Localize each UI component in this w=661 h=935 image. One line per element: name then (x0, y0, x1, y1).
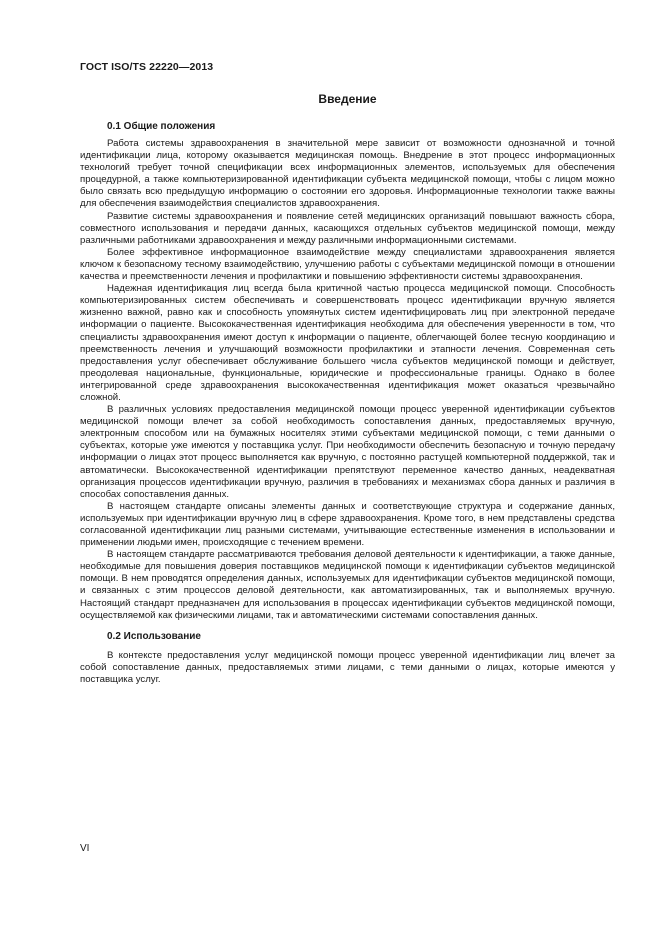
paragraph: В настоящем стандарте описаны элементы данных и соответствующие структура и содержание данных, используемых при идентификации вручную лиц в сфере здравоохранения. Кроме того, в нем представлены средства согласованной идентификации лиц разными системами, учитывающие естественные изменения в использовании и применении людьми имен, происходящие с течением времени. (80, 500, 615, 549)
section-heading-general: 0.1 Общие положения (107, 121, 216, 132)
section-heading-usage: 0.2 Использование (107, 630, 201, 642)
paragraph: Более эффективное информационное взаимодействие между специалистами здравоохранения является ключом к безопасному тесному взаимодействию, улучшению работы с субъектами медицинской помощи в отношении качества и преемственности лечения и профилактики и повышению эффективности системы здравоохранения. (80, 246, 615, 283)
document-header: ГОСТ ISO/TS 22220—2013 (80, 61, 214, 73)
page-title: Введение (318, 92, 377, 106)
page-number: VI (80, 843, 90, 854)
document-body (80, 120, 615, 686)
paragraph: Надежная идентификация лиц всегда была критичной частью процесса медицинской помощи. Способность компьютеризированных систем обеспечивать и совершенствовать процесс идентификации вручную является жизненно важной, равно как и способность упомянутых систем идентифицировать лиц при электронной передаче информации о пациенте. Высококачественная идентификация необходима для обеспечения уверенности в том, что специалисты здравоохранения имеют доступ к информации о пациенте, облегчающей более тесную координацию и преемственность лечения и улучшающий возможности профилактики и этапности лечения. Современная сеть предоставления услуг обеспечивает обслуживание большего числа субъектов медицинской помощи и действует, преодолевая национальные, функциональные, юридические и профессиональные границы. Однако в более интегрированной среде здравоохранения высококачественная идентификация может оказаться чрезвычайно сложной. (80, 283, 615, 403)
paragraph: В различных условиях предоставления медицинской помощи процесс уверенной идентификации субъектов медицинской помощи влечет за собой необходимость сопоставления данных, предоставляемых вручную, электронным способом или на бумажных носителях этими субъектами медицинской помощи, с теми данными о субъектах, которые уже имеются у поставщика услуг. При необходимости обеспечить безопасную и точную передачу информации о лицах этот процесс выполняется как вручную, с постоянно растущей компьютерной поддержкой, так и автоматически. Высококачественной идентификации препятствуют переменное качество данных, неадекватная организация процессов идентификации вручную, различия в требованиях и механизмах сбора данных и различия в способах сопоставления данных. (80, 404, 615, 500)
paragraph: Работа системы здравоохранения в значительной мере зависит от возможности однозначной и точной идентификации лица, которому оказывается медицинская помощь. Внедрение в этот процесс информационных технологий требует точной спецификации всех информационных элементов, используемых для обеспечения процедурной, а также компьютеризированной идентификации субъекта медицинской помощи, чтобы с лицом можно было связать всю предыдущую информацию о состоянии его здоровья. Информационные технологии также важны для обеспечения взаимодействия специалистов здравоохранения. (80, 138, 615, 210)
paragraph: В контексте предоставления услуг медицинской помощи процесс уверенной идентификации лиц влечет за собой сопоставление данных, предоставляемых этими лицами, с теми данными о лицах, которые имеются у поставщика услуг. (80, 649, 615, 685)
paragraph: В настоящем стандарте рассматриваются требования деловой деятельности к идентификации, а также данные, необходимые для повышения доверия поставщиков медицинской помощи к идентификации субъектов медицинской помощи. В нем проводятся определения данных, используемых для идентификации субъектов медицинской помощи, и связанных с этим процессов деловой деятельности, как автоматизированных, так и выполняемых вручную. Настоящий стандарт предназначен для использования в процессах идентификации субъектов медицинской помощи, осуществляемой как физическими лицами, так и автоматическими системами сопоставления данных. (80, 549, 615, 621)
paragraph: Развитие системы здравоохранения и появление сетей медицинских организаций повышают важность сбора, совместного использования и передачи данных, касающихся отдельных субъектов медицинской помощи, между различными работниками здравоохранения и между различными информационными системами. (80, 210, 615, 246)
